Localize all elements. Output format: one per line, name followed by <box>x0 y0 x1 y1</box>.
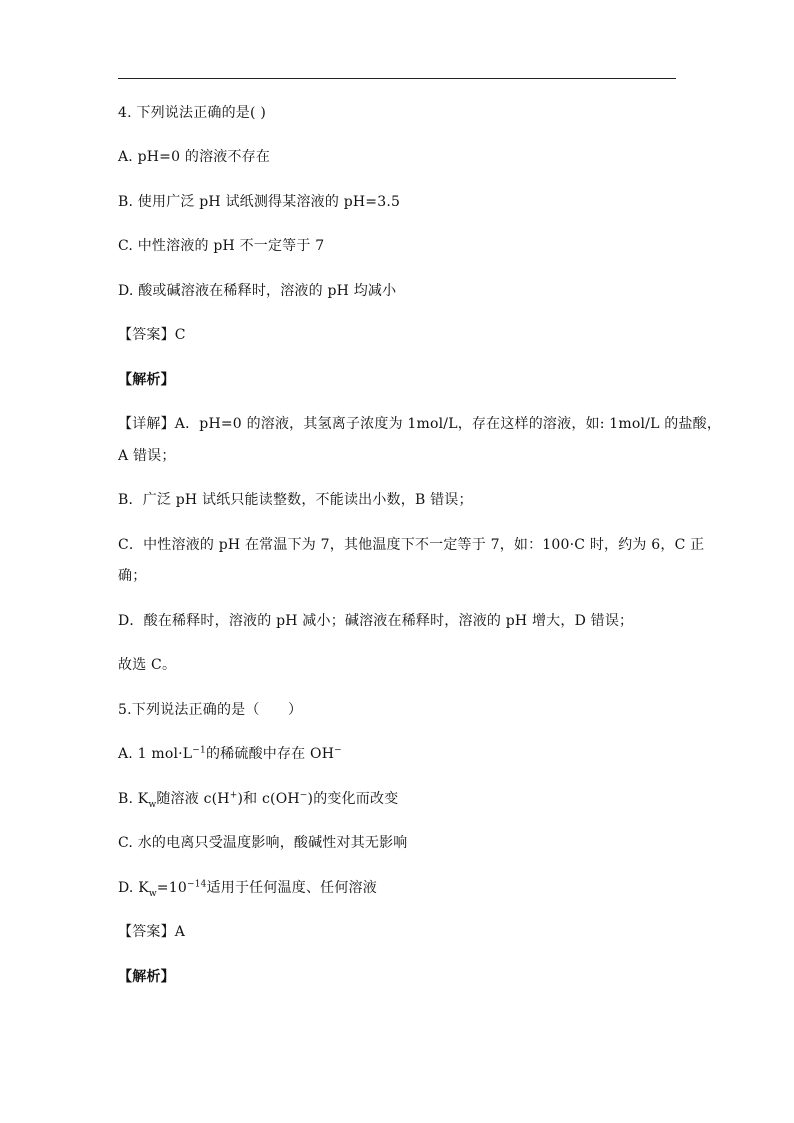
q4-option-c: C. 中性溶液的 pH 不一定等于 7 <box>118 238 325 254</box>
q4-stem: 4. 下列说法正确的是( ) <box>118 105 266 121</box>
q4-option-b: B. 使用广泛 pH 试纸测得某溶液的 pH=3.5 <box>118 194 401 210</box>
q4-detail-b: B．广泛 pH 试纸只能读整数，不能读出小数，B 错误； <box>118 492 473 508</box>
q5-answer: 【答案】A <box>118 924 186 940</box>
q4-option-a: A. pH=0 的溶液不存在 <box>118 149 271 165</box>
q5-option-d-subscript: w <box>148 888 157 899</box>
q5-option-b-charge2: − <box>299 790 308 801</box>
q4-answer: 【答案】C <box>118 327 186 343</box>
q5-option-b-prefix: B. K <box>118 791 149 807</box>
header-rule <box>118 78 676 79</box>
q5-option-b <box>118 790 398 808</box>
q5-option-c: C. 水的电离只受温度影响，酸碱性对其无影响 <box>118 835 408 851</box>
q5-option-a-prefix: A. 1 mol·L <box>118 746 193 762</box>
q5-option-a-exponent: −1 <box>192 745 206 756</box>
q5-option-a-text: 的稀硫酸中存在 OH <box>205 746 335 762</box>
q4-detail-a-line1: 【详解】A．pH=0 的溶液，其氢离子浓度为 1mol/L，存在这样的溶液，如: 1mol/L 的盐酸， <box>118 416 722 432</box>
q4-detail-c-line2: 确； <box>118 568 147 584</box>
q5-option-d <box>118 879 377 897</box>
q5-option-b-suffix: )的变化而改变 <box>307 791 399 807</box>
q5-option-a <box>118 745 342 763</box>
q5-option-d-suffix: 适用于任何温度、任何溶液 <box>206 880 377 896</box>
q5-option-d-equals: =10 <box>156 880 187 896</box>
q5-option-b-charge1: + <box>229 790 238 801</box>
q5-option-d-exponent: −14 <box>186 879 207 890</box>
q5-stem: 5.下列说法正确的是（ ） <box>118 702 303 718</box>
q5-option-b-subscript: w <box>148 799 157 810</box>
q5-option-b-text1: 随溶液 c(H <box>156 791 230 807</box>
q5-analysis-heading: 【解析】 <box>118 969 175 985</box>
q4-detail-d: D．酸在稀释时，溶液的 pH 减小；碱溶液在稀释时，溶液的 pH 增大，D 错误； <box>118 613 634 629</box>
q4-detail-c-line1: C．中性溶液的 pH 在常温下为 7，其他温度下不一定等于 7，如：100·C 时，约为 6，C 正 <box>118 537 705 553</box>
q4-conclusion: 故选 C。 <box>118 657 177 673</box>
q5-option-b-text2: )和 c(OH <box>237 791 300 807</box>
q4-analysis-heading: 【解析】 <box>118 372 175 388</box>
q4-option-d: D. 酸或碱溶液在稀释时，溶液的 pH 均减小 <box>118 283 397 299</box>
q5-option-a-charge: − <box>334 745 342 756</box>
q4-detail-a-line2: A 错误； <box>118 448 176 464</box>
q5-option-d-prefix: D. K <box>118 880 149 896</box>
